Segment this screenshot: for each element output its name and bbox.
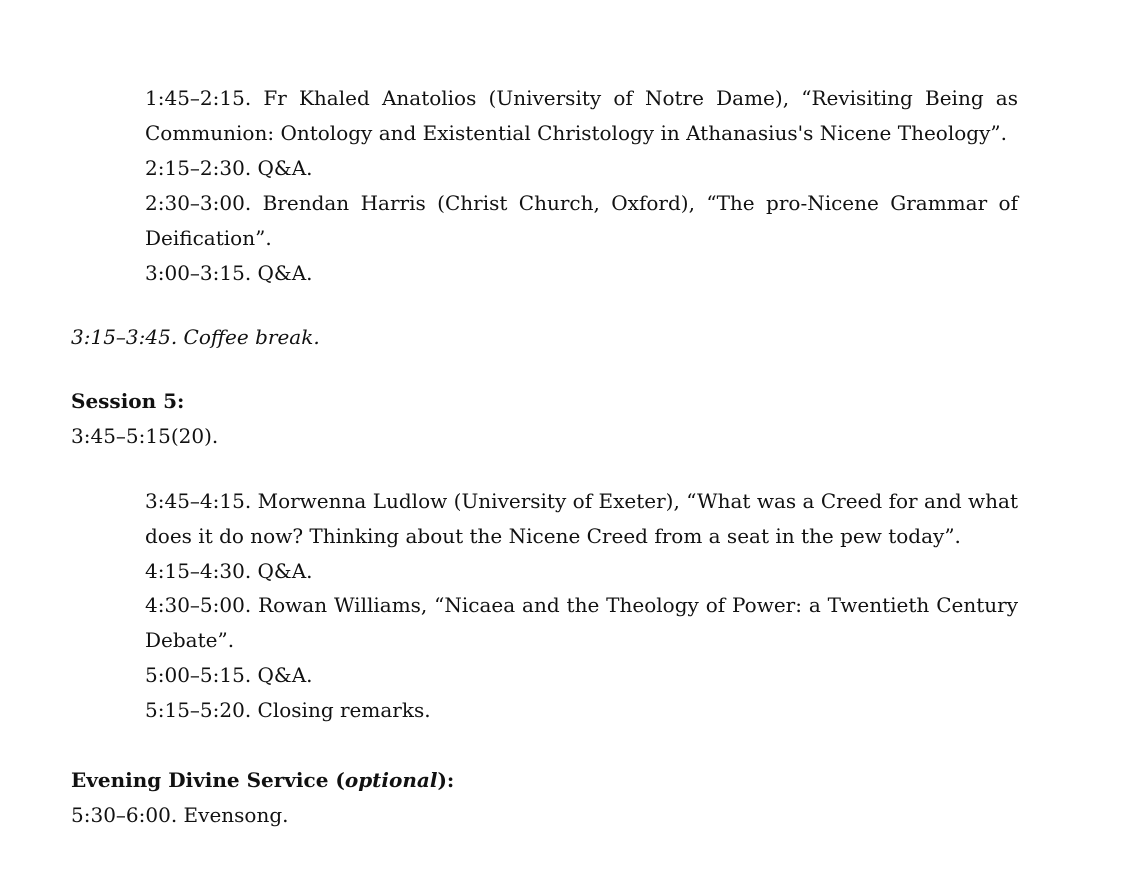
evening-service-heading-prefix: Evening Divine Service (	[71, 768, 345, 792]
session5-talk2-line2: Debate”.	[145, 628, 235, 652]
session5-qa1: 4:15–4:30. Q&A.	[145, 559, 313, 583]
session4-talk1-line2: Communion: Ontology and Existential Christology in Athanasius's Nicene Theology”.	[145, 121, 1007, 145]
closing-remarks: 5:15–5:20. Closing remarks.	[145, 698, 431, 722]
evensong-time: 5:30–6:00. Evensong.	[71, 803, 289, 827]
evening-service-heading-suffix: ):	[437, 768, 455, 792]
session4-qa1: 2:15–2:30. Q&A.	[145, 156, 313, 180]
session4-talk2-line2: Deification”.	[145, 226, 272, 250]
coffee-break: 3:15–3:45. Coffee break.	[71, 325, 320, 349]
session5-time: 3:45–5:15(20).	[71, 424, 219, 448]
session4-talk2-line1: 2:30–3:00. Brendan Harris (Christ Church, Oxford), “The pro-Nicene Grammar of	[145, 191, 1018, 215]
session5-qa2: 5:00–5:15. Q&A.	[145, 663, 313, 687]
session5-heading: Session 5:	[71, 389, 185, 413]
evening-service-heading	[71, 763, 454, 798]
session5-talk2-line1: 4:30–5:00. Rowan Williams, “Nicaea and the Theology of Power: a Twentieth Century	[145, 593, 1018, 617]
session5-talk1-line2: does it do now? Thinking about the Nicene Creed from a seat in the pew today”.	[145, 524, 961, 548]
session4-qa2: 3:00–3:15. Q&A.	[145, 261, 313, 285]
evening-service-optional: optional	[344, 768, 438, 792]
session4-talk1-line1: 1:45–2:15. Fr Khaled Anatolios (University of Notre Dame), “Revisiting Being as	[145, 86, 1018, 110]
session5-talk1-line1: 3:45–4:15. Morwenna Ludlow (University of Exeter), “What was a Creed for and what	[145, 489, 1018, 513]
